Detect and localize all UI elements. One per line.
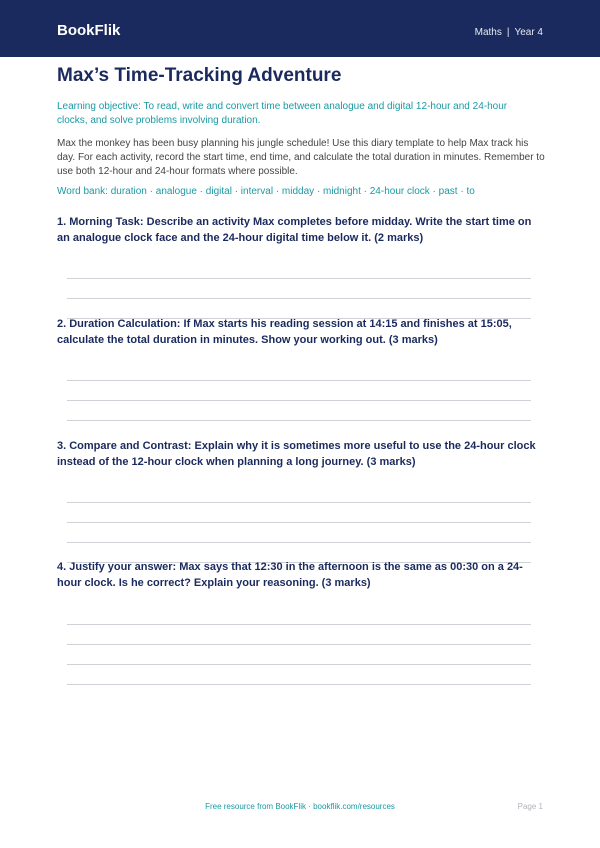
intro-paragraph: Max the monkey has been busy planning his jungle schedule! Use this diary template to help Max track his day. For each activity, record the start time, end time, and calculate the total duration in minutes. Remember to use both 12-hour and 24-hour formats where possible. xyxy=(57,138,545,177)
answer-line[interactable] xyxy=(67,420,531,421)
header-separator: | xyxy=(506,27,510,38)
answer-line[interactable] xyxy=(67,380,531,381)
answer-line[interactable] xyxy=(67,644,531,645)
answer-line[interactable] xyxy=(67,298,531,299)
answer-line[interactable] xyxy=(67,400,531,401)
page-number: Page 1 xyxy=(517,802,543,811)
year-label: Year 4 xyxy=(514,27,543,38)
learning-objective: Learning objective: To read, write and convert time between analogue and digital 12-hour and 24-hour clocks, and solve problems involving duration. xyxy=(57,101,508,126)
answer-line[interactable] xyxy=(67,502,531,503)
answer-line[interactable] xyxy=(67,542,531,543)
question-3: 3. Compare and Contrast: Explain why it is sometimes more useful to use the 24-hour clock instead of the 12-hour clock when planning a long journey. (3 marks) xyxy=(57,440,536,468)
brand-logo-text[interactable]: BookFlik xyxy=(57,22,121,39)
answer-line[interactable] xyxy=(67,624,531,625)
worksheet-title: Max’s Time-Tracking Adventure xyxy=(57,65,342,86)
answer-line[interactable] xyxy=(67,664,531,665)
subject-year-label xyxy=(475,27,543,39)
question-1: 1. Morning Task: Describe an activity Max completes before midday. Write the start time on an analogue clock face and the 24-hour digital time below it. (2 marks) xyxy=(57,216,532,244)
word-bank: Word bank: duration · analogue · digital · interval · midday · midnight · 24-hour clock · past · to xyxy=(57,186,475,197)
question-2: 2. Duration Calculation: If Max starts his reading session at 14:15 and finishes at 15:05, calculate the total duration in minutes. Show your working out. (3 marks) xyxy=(57,318,512,346)
answer-line[interactable] xyxy=(67,278,531,279)
answer-line[interactable] xyxy=(67,522,531,523)
subject-label: Maths xyxy=(474,27,502,38)
answer-line[interactable] xyxy=(67,684,531,685)
question-4: 4. Justify your answer: Max says that 12:30 in the afternoon is the same as 00:30 on a 24-hour clock. Is he correct? Explain your reasoning. (3 marks) xyxy=(57,561,523,589)
page-header xyxy=(0,0,600,57)
footer-credit[interactable]: Free resource from BookFlik · bookflik.com/resources xyxy=(205,802,395,811)
